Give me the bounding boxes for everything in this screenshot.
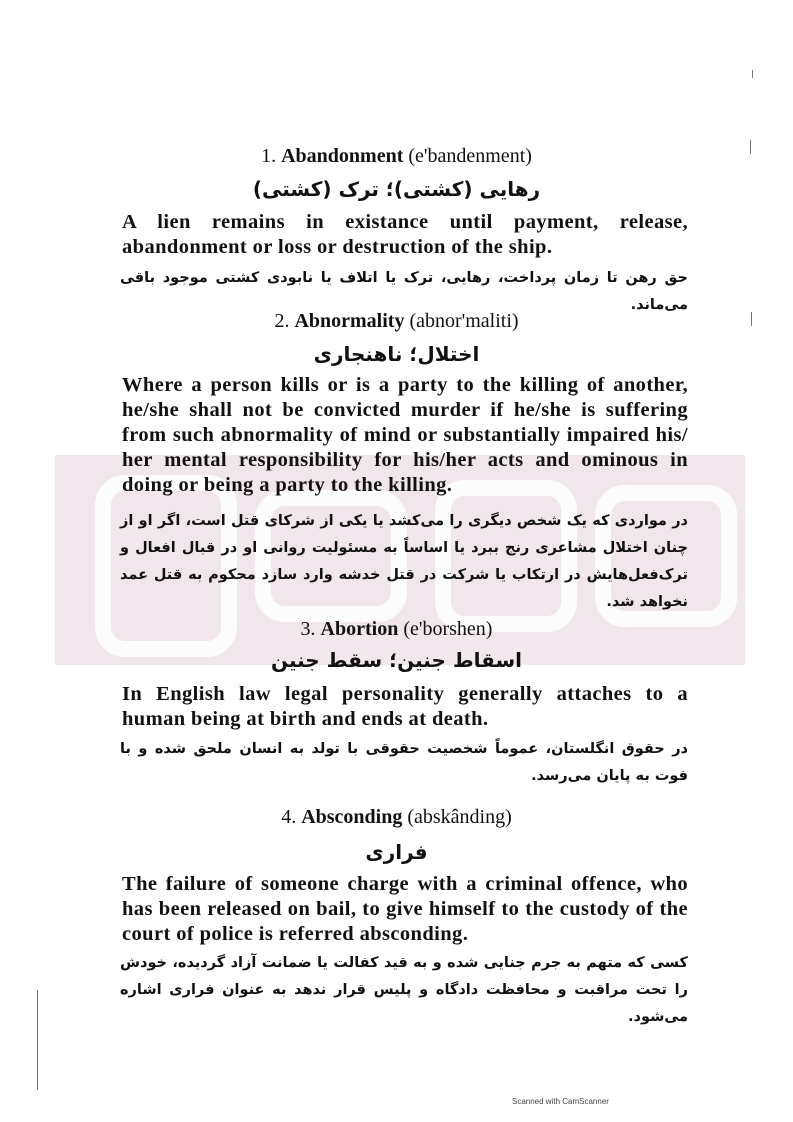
- persian-definition: در حقوق انگلستان، عموماً شخصیت حقوقی با تولد به انسان ملحق شده و با فوت به پایان می‌رسد.: [120, 741, 688, 784]
- persian-term: اختلال؛ ناهنجاری: [313, 342, 480, 366]
- entry-number: 3.: [300, 618, 316, 640]
- entry-title: [0, 309, 793, 333]
- entry-number: 2.: [274, 310, 290, 332]
- english-definition: In English law legal personality generally attaches to a human being at birth and ends at death.: [122, 683, 688, 730]
- persian-definition: حق رهن تا زمان پرداخت، رهایی، ترک یا اتلاف یا نابودی کشتی موجود باقی می‌ماند.: [120, 270, 688, 313]
- persian-definition: کسی که متهم به جرم جنایی شده و به قید کفالت یا ضمانت آزاد گردیده، خودش را تحت مراقبت و محافظت دادگاه و پلیس قرار ندهد به عنوان فراری اشاره می‌شود.: [120, 955, 688, 1025]
- persian-definition: در مواردی که یک شخص دیگری را می‌کشد یا یکی از شرکای قتل است، اگر او از چنان اختلال مشاعری رنج ببرد یا اساساً به مسئولیت روانی او در قبال افعال و ترک‌فعل‌هایش در ارتکاب یا شرکت در قتل خدشه وارد سازد محکوم به قتل عمد نخواهد شد.: [120, 513, 688, 610]
- english-definition: Where a person kills or is a party to the killing of another, he/she shall not be convicted murder if he/she is suffering from such abnormality of mind or substantially impaired his/ her mental responsibility for his/her acts and ominous in doing or being a party to the killing.: [122, 374, 688, 496]
- scanner-footer: Scanned with CamScanner: [512, 1097, 609, 1106]
- entry-title: [0, 617, 793, 641]
- entry-number: 4.: [281, 806, 297, 828]
- entry-term: Absconding: [301, 806, 403, 828]
- persian-term: اسقاط جنین؛ سقط جنین: [270, 648, 523, 672]
- entry-title: [0, 144, 793, 168]
- entry-pronunciation: (e'bandenment): [408, 145, 532, 167]
- entry-pronunciation: (abskânding): [407, 806, 512, 828]
- entry-pronunciation: (abnor'maliti): [409, 310, 519, 332]
- entry-term: Abandonment: [281, 145, 404, 167]
- right-margin-mark: [752, 70, 753, 78]
- persian-term: رهایی (کشتی)؛ ترک (کشتی): [252, 177, 541, 201]
- english-definition: A lien remains in existance until payment, release, abandonment or loss or destruction of the ship.: [122, 211, 688, 258]
- english-definition: The failure of someone charge with a criminal offence, who has been released on bail, to give himself to the custody of the court of police is referred absconding.: [122, 873, 688, 945]
- entry-pronunciation: (e'borshen): [403, 618, 493, 640]
- entry-term: Abnormality: [294, 310, 405, 332]
- entry-title: [0, 805, 793, 829]
- persian-term: فراری: [365, 840, 428, 864]
- left-margin-line: [37, 990, 38, 1090]
- entry-term: Abortion: [320, 618, 399, 640]
- entry-number: 1.: [261, 145, 277, 167]
